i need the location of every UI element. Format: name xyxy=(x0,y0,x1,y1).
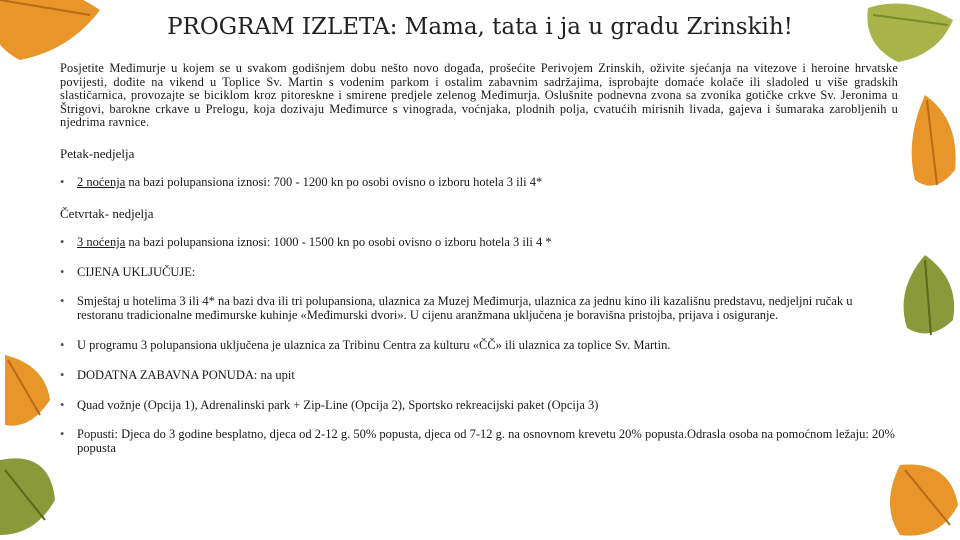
leaf-bottom-right-icon xyxy=(880,455,960,540)
list-item-accommodation: • Smještaj u hotelima 3 ili 4* na bazi dva ili tri polupansiona, ulaznica za Muzej Međimurja, ulaznica za jednu kino ili kazališnu predstavu, nedjeljni ručak u restoranu tradicionalne međimurske kuhinje «Međimurski dvori». U cijenu aranžmana uključena je boravišna pristojba, prijava i osiguranje. xyxy=(60,295,898,323)
intro-paragraph: Posjetite Međimurje u kojem se u svakom godišnjem dobu nešto novo događa, prošećite Perivojem Zrinskih, oživite sjećanja na vitezove i heroine hrvatske povijesti, dođite na vikend u Toplice Sv. Martin s vodenim parkom i ostalim zabavnim sadržajima, isprobajte domaće kolače ili sladoled u više gradskih slastičarnica, provozajte se biciklom kroz pitoreskne i smirene predjele zelenog Međimurja. Oslušnite podnevna zvona sa zvonika gotičke crkve Sv. Jeronima u Štrigovi, barokne crkave u Prelogu, koja dozivaju Međimurce s vinograda, voćnjaka, plodnih polja, cvatućih mirisnih livada, gajeva i šumaraka zarobljenih u njedrima ravnice. xyxy=(60,61,898,130)
leaf-bottom-left-icon xyxy=(0,440,60,540)
leaf-right-orange-icon xyxy=(905,90,960,200)
section-heading-friday-sunday: Petak-nedjelja xyxy=(60,145,135,161)
underlined-nights: 3 noćenja xyxy=(77,234,126,249)
list-item-two-nights xyxy=(60,176,898,190)
price-text: na bazi polupansiona iznosi: 1000 - 1500 kn po osobi ovisno o izboru hotela 3 ili 4 * xyxy=(125,234,552,249)
section-heading-thursday-sunday: Četvrtak- nedjelja xyxy=(60,205,154,221)
leaf-right-green-icon xyxy=(895,250,960,345)
list-item-program: • U programu 3 polupansiona uključena je ulaznica za Tribinu Centra za kulturu «ČČ» ili ulaznica za toplice Sv. Martin. xyxy=(60,339,898,353)
underlined-nights: 2 noćenja xyxy=(77,174,126,189)
list-item-price-includes: • CIJENA UKLJUČUJE: xyxy=(60,266,898,280)
leaf-left-lower-icon xyxy=(0,345,55,435)
document-body xyxy=(60,62,898,456)
list-item-extra-offer: • DODATNA ZABAVNA PONUDA: na upit xyxy=(60,369,898,383)
price-text: na bazi polupansiona iznosi: 700 - 1200 kn po osobi ovisno o izboru hotela 3 ili 4* xyxy=(125,174,543,189)
list-item-options: • Quad vožnje (Opcija 1), Adrenalinski park + Zip-Line (Opcija 2), Sportsko rekreacijski paket (Opcija 3) xyxy=(60,399,898,413)
page-title: PROGRAM IZLETA: Mama, tata i ja u gradu Zrinskih! xyxy=(167,14,793,40)
list-item-three-nights xyxy=(60,236,898,250)
list-item-discounts: • Popusti: Djeca do 3 godine besplatno, djeca od 2-12 g. 50% popusta, djeca od 7-12 g. na osnovnom krevetu 20% popusta.Odrasla osoba na pomoćnom ležaju: 20% popusta xyxy=(60,428,898,456)
